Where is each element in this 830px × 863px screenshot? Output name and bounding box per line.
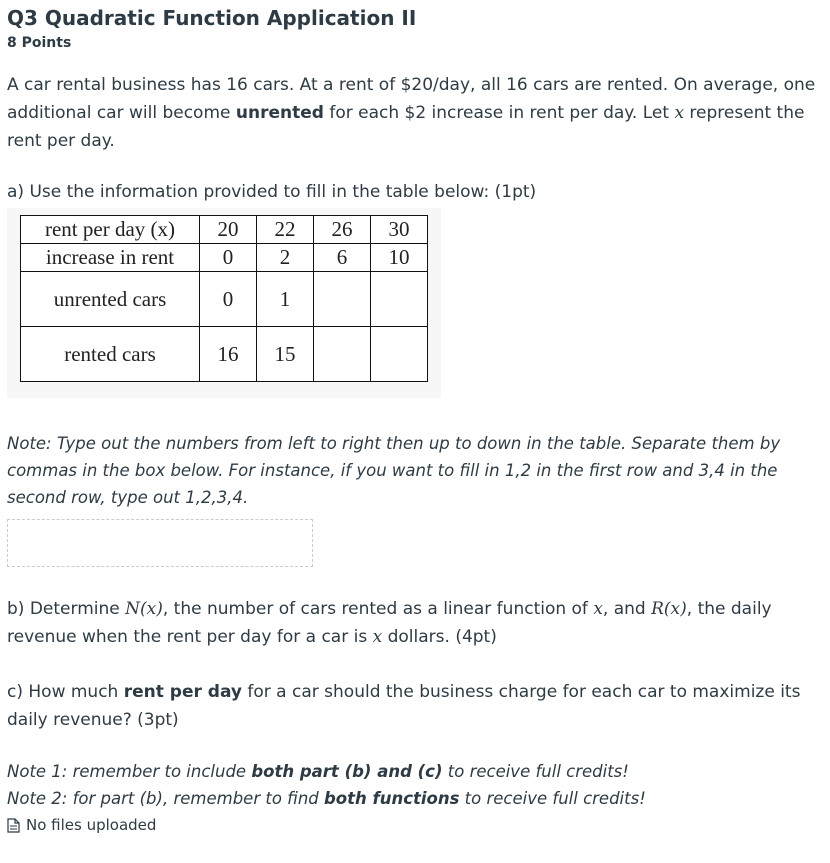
table-cell: 16 xyxy=(200,327,257,382)
table-cell xyxy=(371,272,428,327)
table-cell: 10 xyxy=(371,244,428,272)
document-icon xyxy=(7,818,20,833)
file-status-text: No files uploaded xyxy=(26,816,157,834)
table-cell: 2 xyxy=(257,244,314,272)
table-row xyxy=(21,244,428,272)
table-cell xyxy=(314,327,371,382)
table-cell xyxy=(314,272,371,327)
table-cell: 1 xyxy=(257,272,314,327)
question-points: 8 Points xyxy=(7,35,72,51)
table-cell: 30 xyxy=(371,216,428,244)
answer-input[interactable] xyxy=(7,519,313,567)
rental-table xyxy=(20,215,428,382)
part-a-text: a) Use the information provided to fill in the table below: (1pt) xyxy=(7,182,537,202)
table-cell: 26 xyxy=(314,216,371,244)
table-cell: 0 xyxy=(200,272,257,327)
table-cell: 0 xyxy=(200,244,257,272)
question-title: Q3 Quadratic Function Application II xyxy=(7,6,417,30)
table-cell: 6 xyxy=(314,244,371,272)
note-1: Note 1: remember to include both part (b) and (c) to receive full credits! xyxy=(7,762,629,781)
table-cell: 20 xyxy=(200,216,257,244)
table-row xyxy=(21,216,428,244)
table-cell: rented cars xyxy=(21,327,200,382)
table-row xyxy=(21,272,428,327)
table-cell xyxy=(371,327,428,382)
note-2: Note 2: for part (b), remember to find both functions to receive full credits! xyxy=(7,789,646,808)
part-c-text: c) How much rent per day for a car should the business charge for each car to maximize its daily revenue? (3pt) xyxy=(7,682,801,730)
table-cell: increase in rent xyxy=(21,244,200,272)
file-status xyxy=(7,816,156,834)
part-b-text: b) Determine N(x), the number of cars rented as a linear function of x, and R(x), the daily revenue when the rent per day for a car is x dollars. (4pt) xyxy=(7,599,772,647)
table-cell: 22 xyxy=(257,216,314,244)
question-intro: A car rental business has 16 cars. At a rent of $20/day, all 16 cars are rented. On average, one additional car will become unrented for each $2 increase in rent per day. Let x represent the rent per day. xyxy=(7,75,816,151)
table-note: Note: Type out the numbers from left to right then up to down in the table. Separate them by commas in the box below. For instance, if you want to fill in 1,2 in the first row and 3,4 in the second row, type out 1,2,3,4. xyxy=(7,434,781,507)
table-cell: rent per day (x) xyxy=(21,216,200,244)
table-cell: 15 xyxy=(257,327,314,382)
table-row xyxy=(21,327,428,382)
table-cell: unrented cars xyxy=(21,272,200,327)
